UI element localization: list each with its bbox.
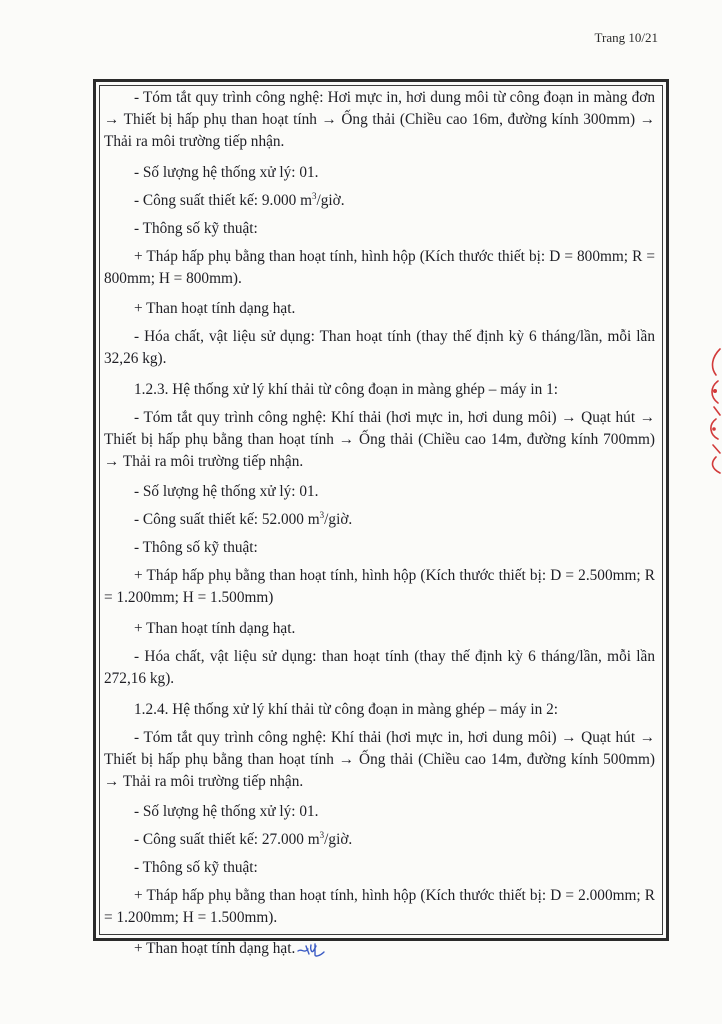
superscript-3: 3	[319, 510, 325, 521]
carbon-type-3-text: + Than hoạt tính dạng hạt.	[134, 939, 296, 957]
design-capacity-2	[104, 509, 655, 531]
superscript-3: 3	[312, 190, 317, 201]
chemicals-1: - Hóa chất, vật liệu sử dụng: Than hoạt tính (thay thế định kỳ 6 tháng/lần, mỗi lần 32,26 kg).	[104, 328, 655, 368]
section-heading-1-2-4: 1.2.4. Hệ thống xử lý khí thải từ công đoạn in màng ghép – máy in 2:	[134, 700, 559, 718]
design-capacity-1-unit: /giờ.	[316, 191, 345, 209]
document-body	[104, 87, 655, 966]
process-summary-1: - Tóm tắt quy trình công nghệ: Hơi mực in, hơi dung môi từ công đoạn in màng đơn → Thiết bị hấp phụ than hoạt tính → Ống thải (Chiều cao 16m, đường kính 300mm) → Thải ra môi trường tiếp nhận.	[104, 89, 655, 150]
tower-spec-3: + Tháp hấp phụ bằng than hoạt tính, hình hộp (Kích thước thiết bị: D = 2.000mm; R = 1.200mm; H = 1.500mm).	[104, 887, 655, 927]
system-count-1: - Số lượng hệ thống xử lý: 01.	[134, 163, 319, 181]
chemicals-2: - Hóa chất, vật liệu sử dụng: than hoạt tính (thay thế định kỳ 6 tháng/lần, mỗi lần 272,16 kg).	[104, 647, 655, 687]
tower-spec-2: + Tháp hấp phụ bằng than hoạt tính, hình hộp (Kích thước thiết bị: D = 2.500mm; R = 1.200mm; H = 1.500mm)	[104, 567, 655, 607]
system-count-3: - Số lượng hệ thống xử lý: 01.	[134, 803, 319, 821]
design-capacity-3-text: - Công suất thiết kế: 27.000 m	[134, 831, 320, 849]
design-capacity-2-unit: /giờ.	[324, 511, 353, 529]
process-summary-3: - Tóm tắt quy trình công nghệ: Khí thải (hơi mực in, hơi dung môi) → Quạt hút → Thiết bị hấp phụ bằng than hoạt tính → Ống thải (Chiều cao 14m, đường kính 500mm) → Thải ra môi trường tiếp nhận.	[104, 728, 655, 790]
system-count-2: - Số lượng hệ thống xử lý: 01.	[134, 483, 319, 501]
carbon-type-3	[104, 938, 655, 960]
tech-specs-heading-1: - Thông số kỹ thuật:	[134, 219, 258, 237]
design-capacity-1	[104, 190, 655, 212]
superscript-3: 3	[319, 830, 325, 841]
red-seal-fragment-icon	[704, 345, 722, 475]
design-capacity-3-unit: /giờ.	[324, 831, 353, 849]
design-capacity-2-text: - Công suất thiết kế: 52.000 m	[134, 511, 320, 529]
tower-spec-1: + Tháp hấp phụ bằng than hoạt tính, hình hộp (Kích thước thiết bị: D = 800mm; R = 800mm; H = 800mm).	[104, 247, 655, 287]
design-capacity-1-text: - Công suất thiết kế: 9.000 m	[134, 191, 313, 209]
section-heading-1-2-3: 1.2.3. Hệ thống xử lý khí thải từ công đoạn in màng ghép – máy in 1:	[134, 380, 559, 398]
design-capacity-3	[104, 829, 655, 851]
page-number: Trang 10/21	[594, 30, 658, 45]
process-summary-2: - Tóm tắt quy trình công nghệ: Khí thải (hơi mực in, hơi dung môi) → Quạt hút → Thiết bị hấp phụ bằng than hoạt tính → Ống thải (Chiều cao 14m, đường kính 700mm) → Thải ra môi trường tiếp nhận.	[104, 408, 655, 470]
carbon-type-2: + Than hoạt tính dạng hạt.	[134, 619, 296, 637]
carbon-type-1: + Than hoạt tính dạng hạt.	[134, 300, 296, 318]
tech-specs-heading-2: - Thông số kỹ thuật:	[134, 539, 258, 557]
tech-specs-heading-3: - Thông số kỹ thuật:	[134, 859, 258, 877]
handwritten-initials-icon	[296, 940, 326, 958]
